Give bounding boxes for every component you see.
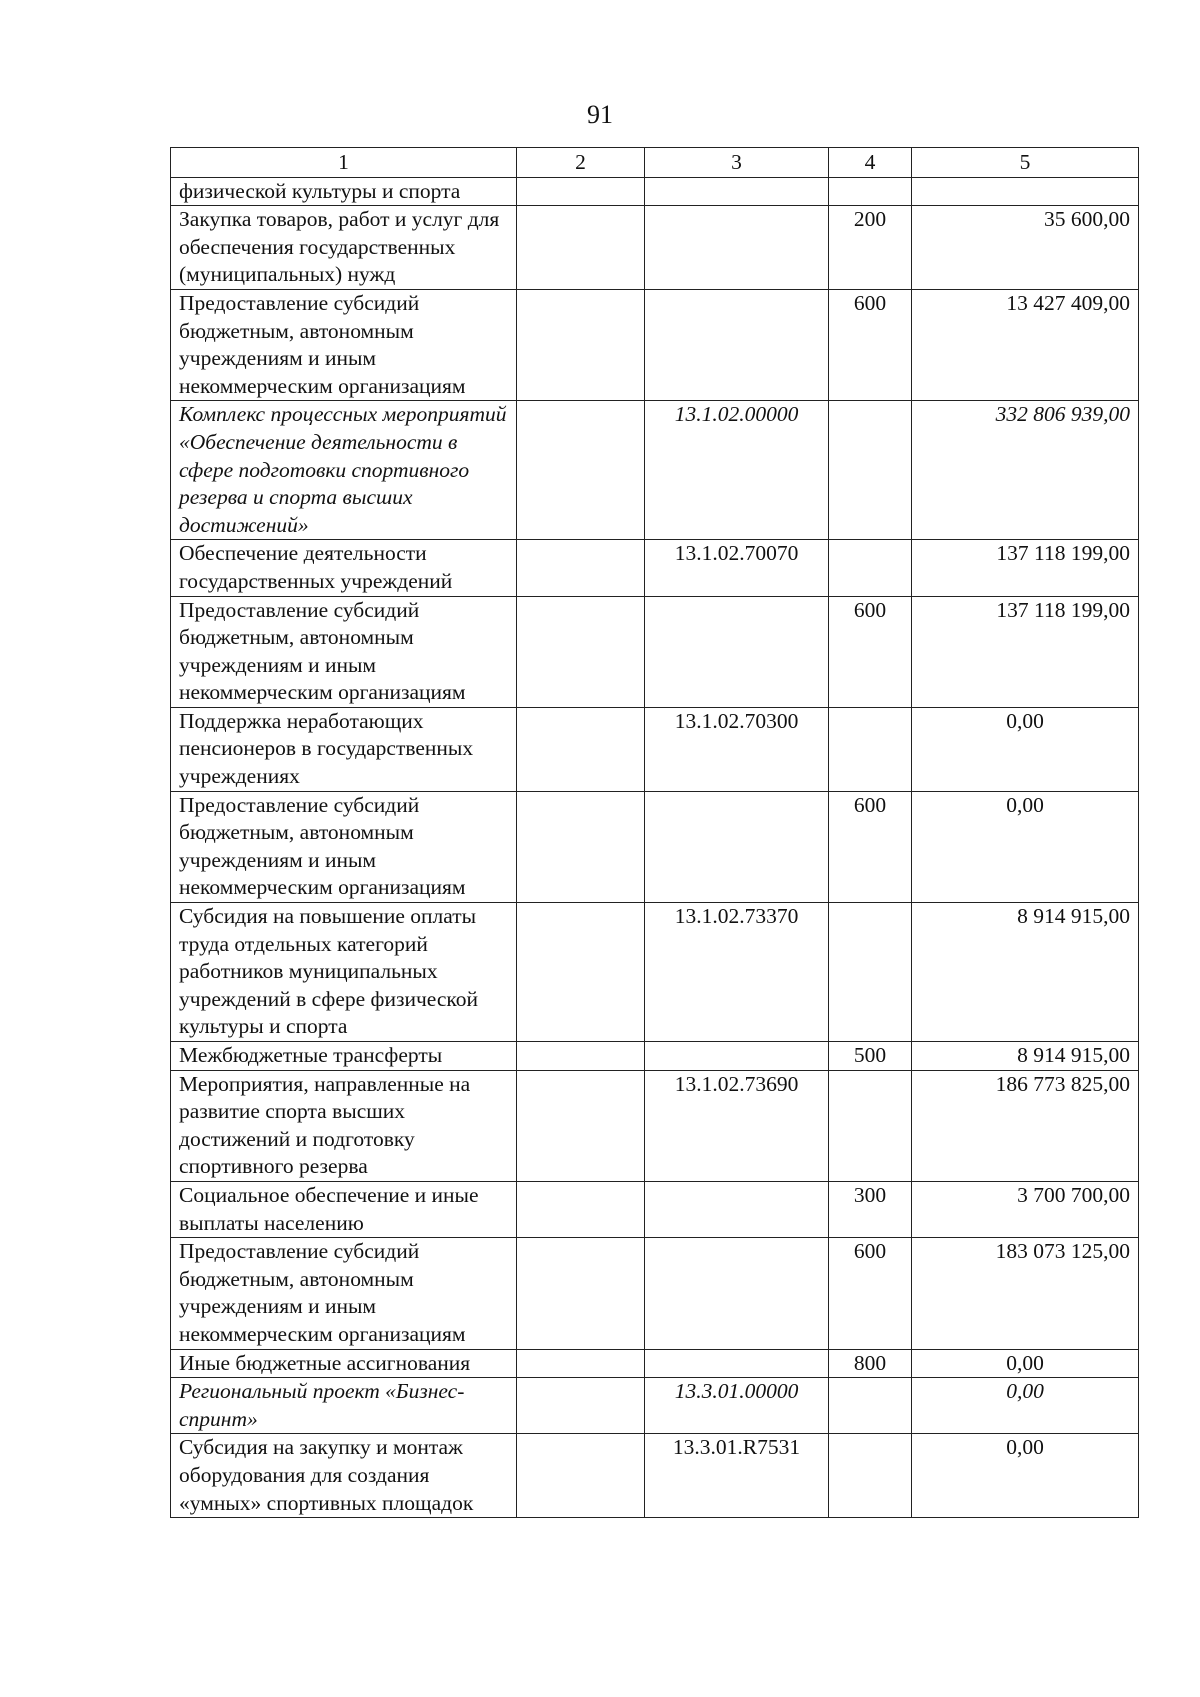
table-row: [171, 401, 1139, 540]
row-name-cell: Комплекс процессных мероприятий «Обеспечение деятельности в сфере подготовки спортивного резерва и спорта высших достижений»: [171, 401, 517, 540]
row-name-cell: физической культуры и спорта: [171, 177, 517, 206]
row-expense-type-cell: 600: [829, 596, 912, 707]
row-name-cell: Межбюджетные трансферты: [171, 1042, 517, 1071]
row-column-2-cell: [517, 903, 645, 1042]
row-amount-cell: 137 118 199,00: [912, 540, 1139, 596]
row-target-code-cell: 13.3.01.00000: [645, 1378, 829, 1434]
row-expense-type-cell: 600: [829, 1238, 912, 1349]
row-amount-cell: [912, 177, 1139, 206]
row-target-code-cell: [645, 289, 829, 400]
table-row: [171, 1181, 1139, 1237]
row-target-code-cell: [645, 1042, 829, 1071]
row-expense-type-cell: [829, 1434, 912, 1518]
table-row: [171, 1238, 1139, 1349]
row-column-2-cell: [517, 1238, 645, 1349]
row-expense-type-cell: [829, 540, 912, 596]
table-row: [171, 1378, 1139, 1434]
row-target-code-cell: [645, 1238, 829, 1349]
table-row: [171, 206, 1139, 290]
table-row: [171, 707, 1139, 791]
row-name-cell: Закупка товаров, работ и услуг для обеспечения государственных (муниципальных) нужд: [171, 206, 517, 290]
row-target-code-cell: 13.1.02.70070: [645, 540, 829, 596]
column-header: 1: [171, 148, 517, 178]
row-expense-type-cell: [829, 1378, 912, 1434]
row-expense-type-cell: 800: [829, 1349, 912, 1378]
row-amount-cell: 0,00: [912, 707, 1139, 791]
row-column-2-cell: [517, 206, 645, 290]
row-column-2-cell: [517, 1434, 645, 1518]
row-expense-type-cell: 500: [829, 1042, 912, 1071]
row-expense-type-cell: [829, 1070, 912, 1181]
row-expense-type-cell: [829, 401, 912, 540]
row-name-cell: Предоставление субсидий бюджетным, автономным учреждениям и иным некоммерческим организациям: [171, 791, 517, 902]
column-header: 5: [912, 148, 1139, 178]
table-row: [171, 791, 1139, 902]
row-amount-cell: 0,00: [912, 1349, 1139, 1378]
row-name-cell: Субсидия на повышение оплаты труда отдельных категорий работников муниципальных учреждений в сфере физической культуры и спорта: [171, 903, 517, 1042]
row-target-code-cell: [645, 206, 829, 290]
row-column-2-cell: [517, 791, 645, 902]
row-target-code-cell: 13.1.02.00000: [645, 401, 829, 540]
row-target-code-cell: [645, 596, 829, 707]
table-row: [171, 1042, 1139, 1071]
row-column-2-cell: [517, 1349, 645, 1378]
row-name-cell: Обеспечение деятельности государственных учреждений: [171, 540, 517, 596]
row-expense-type-cell: [829, 707, 912, 791]
column-header: 2: [517, 148, 645, 178]
table-row: [171, 289, 1139, 400]
page-number: 91: [587, 100, 613, 129]
budget-table: [170, 147, 1139, 1518]
row-target-code-cell: [645, 791, 829, 902]
row-column-2-cell: [517, 1070, 645, 1181]
table-row: [171, 1349, 1139, 1378]
row-amount-cell: 3 700 700,00: [912, 1181, 1139, 1237]
row-amount-cell: 183 073 125,00: [912, 1238, 1139, 1349]
table-row: [171, 596, 1139, 707]
table-row: [171, 540, 1139, 596]
row-target-code-cell: 13.3.01.R7531: [645, 1434, 829, 1518]
row-target-code-cell: [645, 1181, 829, 1237]
row-name-cell: Поддержка неработающих пенсионеров в государственных учреждениях: [171, 707, 517, 791]
row-amount-cell: 0,00: [912, 1434, 1139, 1518]
row-amount-cell: 8 914 915,00: [912, 903, 1139, 1042]
row-target-code-cell: 13.1.02.73690: [645, 1070, 829, 1181]
row-amount-cell: 0,00: [912, 1378, 1139, 1434]
row-amount-cell: 8 914 915,00: [912, 1042, 1139, 1071]
row-name-cell: Социальное обеспечение и иные выплаты населению: [171, 1181, 517, 1237]
row-amount-cell: 137 118 199,00: [912, 596, 1139, 707]
row-amount-cell: 35 600,00: [912, 206, 1139, 290]
row-amount-cell: 13 427 409,00: [912, 289, 1139, 400]
row-amount-cell: 186 773 825,00: [912, 1070, 1139, 1181]
column-header: 4: [829, 148, 912, 178]
row-column-2-cell: [517, 289, 645, 400]
row-target-code-cell: [645, 1349, 829, 1378]
row-name-cell: Предоставление субсидий бюджетным, автономным учреждениям и иным некоммерческим организациям: [171, 289, 517, 400]
table-header-row: [171, 148, 1139, 178]
row-name-cell: Предоставление субсидий бюджетным, автономным учреждениям и иным некоммерческим организациям: [171, 1238, 517, 1349]
row-amount-cell: 0,00: [912, 791, 1139, 902]
table-row: [171, 1434, 1139, 1518]
column-header: 3: [645, 148, 829, 178]
table-row: [171, 1070, 1139, 1181]
row-amount-cell: 332 806 939,00: [912, 401, 1139, 540]
row-name-cell: Мероприятия, направленные на развитие спорта высших достижений и подготовку спортивного резерва: [171, 1070, 517, 1181]
row-name-cell: Предоставление субсидий бюджетным, автономным учреждениям и иным некоммерческим организациям: [171, 596, 517, 707]
row-column-2-cell: [517, 540, 645, 596]
row-expense-type-cell: 200: [829, 206, 912, 290]
table-row: [171, 177, 1139, 206]
row-column-2-cell: [517, 401, 645, 540]
row-name-cell: Региональный проект «Бизнес-спринт»: [171, 1378, 517, 1434]
row-target-code-cell: 13.1.02.73370: [645, 903, 829, 1042]
row-column-2-cell: [517, 1378, 645, 1434]
table-row: [171, 903, 1139, 1042]
row-expense-type-cell: [829, 177, 912, 206]
row-expense-type-cell: 300: [829, 1181, 912, 1237]
row-column-2-cell: [517, 707, 645, 791]
row-target-code-cell: 13.1.02.70300: [645, 707, 829, 791]
row-column-2-cell: [517, 596, 645, 707]
row-expense-type-cell: [829, 903, 912, 1042]
row-target-code-cell: [645, 177, 829, 206]
row-column-2-cell: [517, 1042, 645, 1071]
row-column-2-cell: [517, 1181, 645, 1237]
row-expense-type-cell: 600: [829, 791, 912, 902]
row-name-cell: Субсидия на закупку и монтаж оборудования для создания «умных» спортивных площадок: [171, 1434, 517, 1518]
row-column-2-cell: [517, 177, 645, 206]
row-name-cell: Иные бюджетные ассигнования: [171, 1349, 517, 1378]
row-expense-type-cell: 600: [829, 289, 912, 400]
